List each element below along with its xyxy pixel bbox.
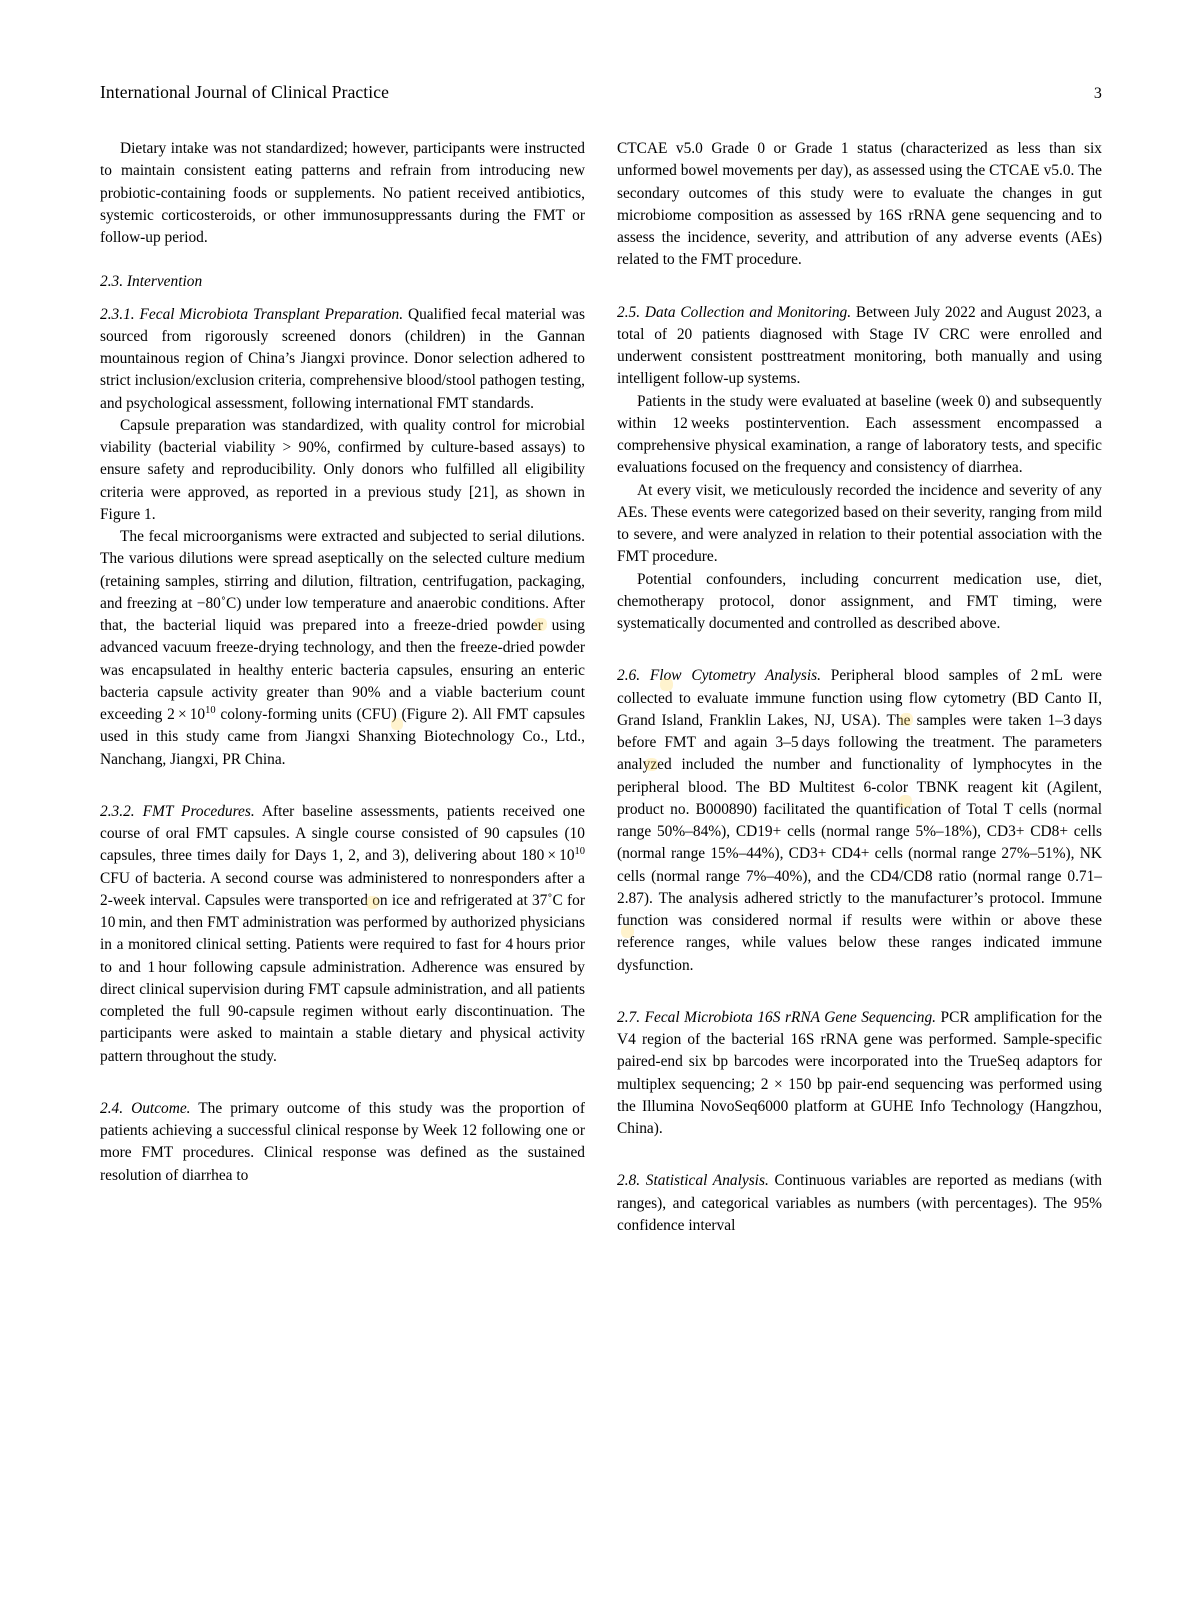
heading-data-collection: 2.5. Data Collection and Monitoring. [617, 303, 852, 321]
two-column-body [100, 138, 1102, 1237]
paragraph-confounders: Potential confounders, including concurrent medication use, diet, chemotherapy protocol, donor assignment, and FMT timing, were systematically documented and controlled as described above. [617, 570, 1102, 632]
s16-sequencing-body: PCR amplification for the V4 region of the bacterial 16S rRNA gene was performed. Sample-specific paired-end six bp barcodes were incorporated into the TrueSeq adaptors for multiplex sequencing; 2 × 150 bp pair-end sequencing was performed using the Illumina NovoSeq6000 platform at GUHE Info Technology (Hangzhou, China). [617, 1008, 1102, 1137]
paragraph-statistical-analysis [617, 1170, 1102, 1237]
paragraph-outcome [100, 1098, 585, 1187]
fecal-microorganisms-exponent: 10 [205, 704, 216, 716]
paragraph-fmt-preparation [100, 304, 585, 415]
fmt-preparation-body: Qualified fecal material was sourced from rigorously screened donors (children) in the Gannan mountainous region of China’s Jiangxi province. Donor selection adhered to strict inclusion/exclusion criteria, comprehensive blood/stool pathogen testing, and psychological assessment, following international FMT standards. [100, 305, 586, 412]
paragraph-ctcae-outcomes: CTCAE v5.0 Grade 0 or Grade 1 status (characterized as less than six unformed bowel movements per day), as assessed using the CTCAE v5.0. The secondary outcomes of this study were to evaluate the changes in gut microbiome composition as assessed by 16S rRNA gene sequencing and to assess the incidence, severity, and attribution of any adverse events (AEs) related to the FMT procedure. [617, 140, 1102, 269]
paragraph-16s-sequencing [617, 1007, 1102, 1141]
paragraph-capsule-preparation: Capsule preparation was standardized, with quality control for microbial viability (bacterial viability > 90%, confirmed by culture-based assays) to ensure safety and reproducibility. Only donors who fulfilled all eligibility criteria were approved, as reported in a previous study [21], as shown in Figure 1. [100, 416, 585, 523]
paragraph-adverse-events: At every visit, we meticulously recorded the incidence and severity of any AEs. These events were categorized based on their severity, ranging from mild to severe, and were analyzed in relation to their potential association with the FMT procedure. [617, 481, 1102, 566]
fecal-microorganisms-text-a: The fecal microorganisms were extracted and subjected to serial dilutions. The various dilutions were spread aseptically on the selected culture medium (retaining samples, stirring and dilution, filtration, centrifugation, packaging, and freezing at −80˚C) under low temperature and anaerobic conditions. After that, the bacterial liquid was prepared into a freeze-dried powder using advanced vacuum freeze-drying technology, and then the freeze-dried powder was encapsulated in healthy enteric bacteria capsules, ensuring an enteric bacteria capsule activity greater than 90% and a viable bacterium count exceeding 2 × 10 [100, 528, 585, 723]
fecal-microorganisms-text-b: colony-forming units (CFU) (Figure 2). All FMT capsules used in this study came from Jiangxi Shanxing Biotechnology Co., Ltd., Nanchang, Jiangxi, PR China. [100, 706, 585, 768]
fmt-procedures-exponent: 10 [574, 846, 585, 858]
left-column [100, 138, 585, 1237]
page-header [100, 82, 1102, 103]
fmt-procedures-body-b: CFU of bacteria. A second course was administered to nonresponders after a 2-week interval. Capsules were transported on ice and refrigerated at 37˚C for 10 min, and then FMT administration was performed by authorized physicians in a monitored clinical setting. Patients were required to fast for 4 hours prior to and 1 hour following capsule administration. Adherence was ensured by direct clinical supervision during FMT capsule administration, and all patients completed the full 90-capsule regimen without early discontinuation. The participants were asked to maintain a stable dietary and physical activity pattern throughout the study. [100, 869, 585, 1065]
outcome-body: The primary outcome of this study was the proportion of patients achieving a successful clinical response by Week 12 following one or more FMT procedures. Clinical response was defined as the sustained resolution of diarrhea to [100, 1099, 585, 1184]
heading-fmt-procedures: 2.3.2. FMT Procedures. [100, 802, 255, 820]
heading-fmt-preparation: 2.3.1. Fecal Microbiota Transplant Preparation. [100, 305, 404, 323]
heading-16s-sequencing: 2.7. Fecal Microbiota 16S rRNA Gene Sequencing. [617, 1008, 937, 1026]
paragraph-flow-cytometry [617, 665, 1102, 977]
data-collection-body: Between July 2022 and August 2023, a total of 20 patients diagnosed with Stage IV CRC were enrolled and underwent consistent posttreatment monitoring, both manually and using intelligent follow-up systems. [617, 303, 1102, 388]
journal-title: International Journal of Clinical Practice [100, 82, 389, 102]
download-notice-container [1165, 0, 1201, 1601]
paragraph-fecal-microorganisms [100, 526, 585, 771]
heading-intervention: 2.3. Intervention [100, 273, 203, 291]
fmt-procedures-body-a: After baseline assessments, patients received one course of oral FMT capsules. A single course consisted of 90 capsules (10 capsules, three times daily for Days 1, 2, and 3), delivering about 180 × 10 [100, 802, 585, 865]
right-column [617, 138, 1102, 1237]
flow-cytometry-body: Peripheral blood samples of 2 mL were collected to evaluate immune function using flow cytometry (BD Canto II, Grand Island, Franklin Lakes, NJ, USA). The samples were taken 1–3 days before FMT and again 3–5 days following the treatment. The parameters analyzed included the number and functionality of lymphocytes in the peripheral blood. The BD Multitest 6-color TBNK reagent kit (Agilent, product no. B000890) facilitated the quantification of Total T cells (normal range 50%–84%), CD19+ cells (normal range 5%–18%), CD3+ CD8+ cells (normal range 15%–44%), CD3+ CD4+ cells (normal range 27%–51%), NK cells (normal range 7%–40%), and the CD4/CD8 ratio (normal range 0.71–2.87). The analysis adhered strictly to the manufacturer’s protocol. Immune function was considered normal if results were within or above these reference ranges, while values below these ranges indicated immune dysfunction. [617, 667, 1102, 974]
heading-statistical-analysis: 2.8. Statistical Analysis. [617, 1172, 769, 1190]
heading-flow-cytometry: 2.6. Flow Cytometry Analysis. [617, 667, 821, 685]
page-number: 3 [1093, 85, 1102, 102]
paragraph-data-collection [617, 302, 1102, 391]
heading-outcome: 2.4. Outcome. [100, 1099, 191, 1117]
statistical-analysis-body: Continuous variables are reported as medians (with ranges), and categorical variables as numbers (with percentages). The 95% confidence interval [617, 1172, 1102, 1234]
paragraph-fmt-procedures [100, 801, 585, 1068]
paragraph-dietary-intake: Dietary intake was not standardized; however, participants were instructed to maintain consistent eating patterns and refrain from introducing new probiotic-containing foods or supplements. No patient received antibiotics, systemic corticosteroids, or other immunosuppressants during the FMT or follow-up period. [100, 140, 585, 246]
paragraph-patient-evaluation: Patients in the study were evaluated at baseline (week 0) and subsequently within 12 weeks postintervention. Each assessment encompassed a comprehensive physical examination, a range of laboratory tests, and specific evaluations focused on the frequency and consistency of diarrhea. [617, 392, 1102, 477]
